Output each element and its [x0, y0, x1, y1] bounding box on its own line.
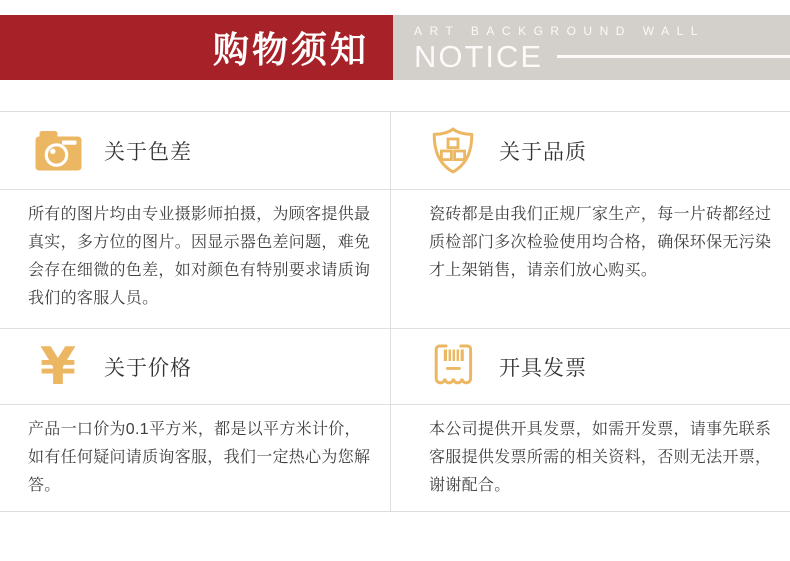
body-row-1: [0, 190, 790, 329]
title-row-1: [0, 112, 790, 190]
header-banner: [0, 15, 790, 80]
section-title: 关于色差: [104, 140, 192, 164]
section-color-difference-text: 所有的图片均由专业摄影师拍摄，为顾客提供最真实，多方位的图片。因显示器色差问题，难免会存在细微的色差，如对颜色有特别要求请质询我们的客服人员。: [0, 190, 391, 328]
section-quality-text: 瓷砖都是由我们正规厂家生产，每一片砖都经过质检部门多次检验使用均合格，确保环保无污染才上架销售，请亲们放心购买。: [429, 206, 772, 279]
section-invoice-text: 本公司提供开具发票，如需开发票，请事先联系客服提供发票所需的相关资料，否则无法开票，谢谢配合。: [429, 421, 772, 494]
camera-icon: [33, 130, 83, 171]
header-gray-block: [393, 15, 790, 80]
section-quality-header: [391, 112, 790, 189]
invoice-icon: [428, 343, 478, 390]
header-red-block: [0, 15, 393, 80]
section-price-text: 产品一口价为0.1平方米，都是以平方米计价，如有任何疑问请质询客服，我们一定热心为您解答。: [0, 405, 391, 511]
yuan-price-icon: ¥: [39, 336, 77, 397]
notice-label: NOTICE: [414, 39, 544, 74]
header-subtitle-en: ART BACKGROUND WALL: [414, 24, 705, 38]
notice-grid: [0, 111, 790, 512]
section-title: 关于价格: [104, 356, 192, 380]
notice-row: [414, 41, 790, 72]
section-invoice-header: [391, 329, 790, 404]
section-color-difference-header: [0, 112, 391, 189]
notice-decor-line: [557, 55, 790, 58]
title-row-2: [0, 329, 790, 405]
quality-shield-icon: [428, 126, 478, 175]
section-title: 关于品质: [499, 140, 587, 164]
section-price-header: [0, 329, 391, 404]
body-row-2: [0, 405, 790, 511]
section-title: 开具发票: [499, 356, 587, 380]
page-title: 购物须知: [212, 29, 369, 70]
